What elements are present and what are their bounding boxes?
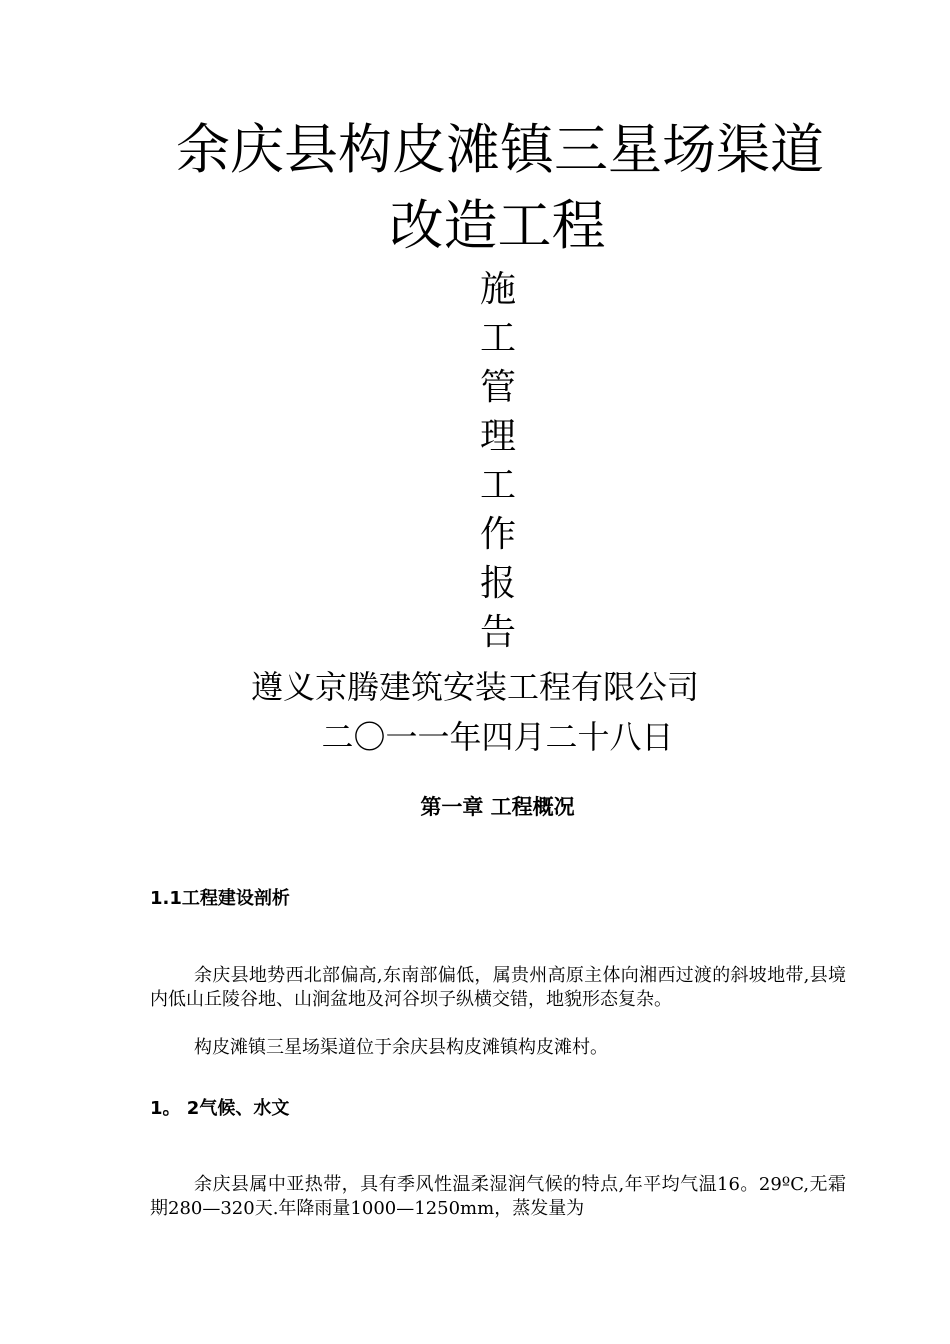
body-paragraph: 余庆县属中亚热带，具有季风性温柔湿润气候的特点,年平均气温16。29ºC,无霜期280—320天.年降雨量1000—1250mm，蒸发量为 <box>150 1174 846 1219</box>
subtitle-char: 报 <box>479 563 516 604</box>
chapter-heading: 第一章 工程概况 <box>420 795 575 819</box>
subtitle-char: 工 <box>479 318 516 359</box>
subtitle-char: 理 <box>479 416 516 457</box>
subtitle-char: 管 <box>479 367 516 408</box>
company-name: 遵义京腾建筑安装工程有限公司 <box>250 668 699 706</box>
subtitle-char: 施 <box>479 269 516 310</box>
document-date: 二〇一一年四月二十八日 <box>321 718 674 756</box>
subtitle-char: 告 <box>479 612 516 653</box>
subtitle-char: 作 <box>479 514 516 555</box>
section-heading: 1.1工程建设剖析 <box>150 888 290 909</box>
subtitle-char: 工 <box>479 465 516 506</box>
document-title-line-1: 余庆县构皮滩镇三星场渠道 <box>176 118 824 181</box>
section-heading: 1。 2气候、水文 <box>150 1098 290 1119</box>
body-paragraph: 余庆县地势西北部偏高,东南部偏低，属贵州高原主体向湘西过渡的斜坡地带,县境内低山丘陵谷地、山涧盆地及河谷坝子纵横交错，地貌形态复杂。 <box>150 965 846 1010</box>
body-paragraph: 构皮滩镇三星场渠道位于余庆县构皮滩镇构皮滩村。 <box>194 1037 608 1058</box>
document-title-line-2: 改造工程 <box>389 194 606 257</box>
